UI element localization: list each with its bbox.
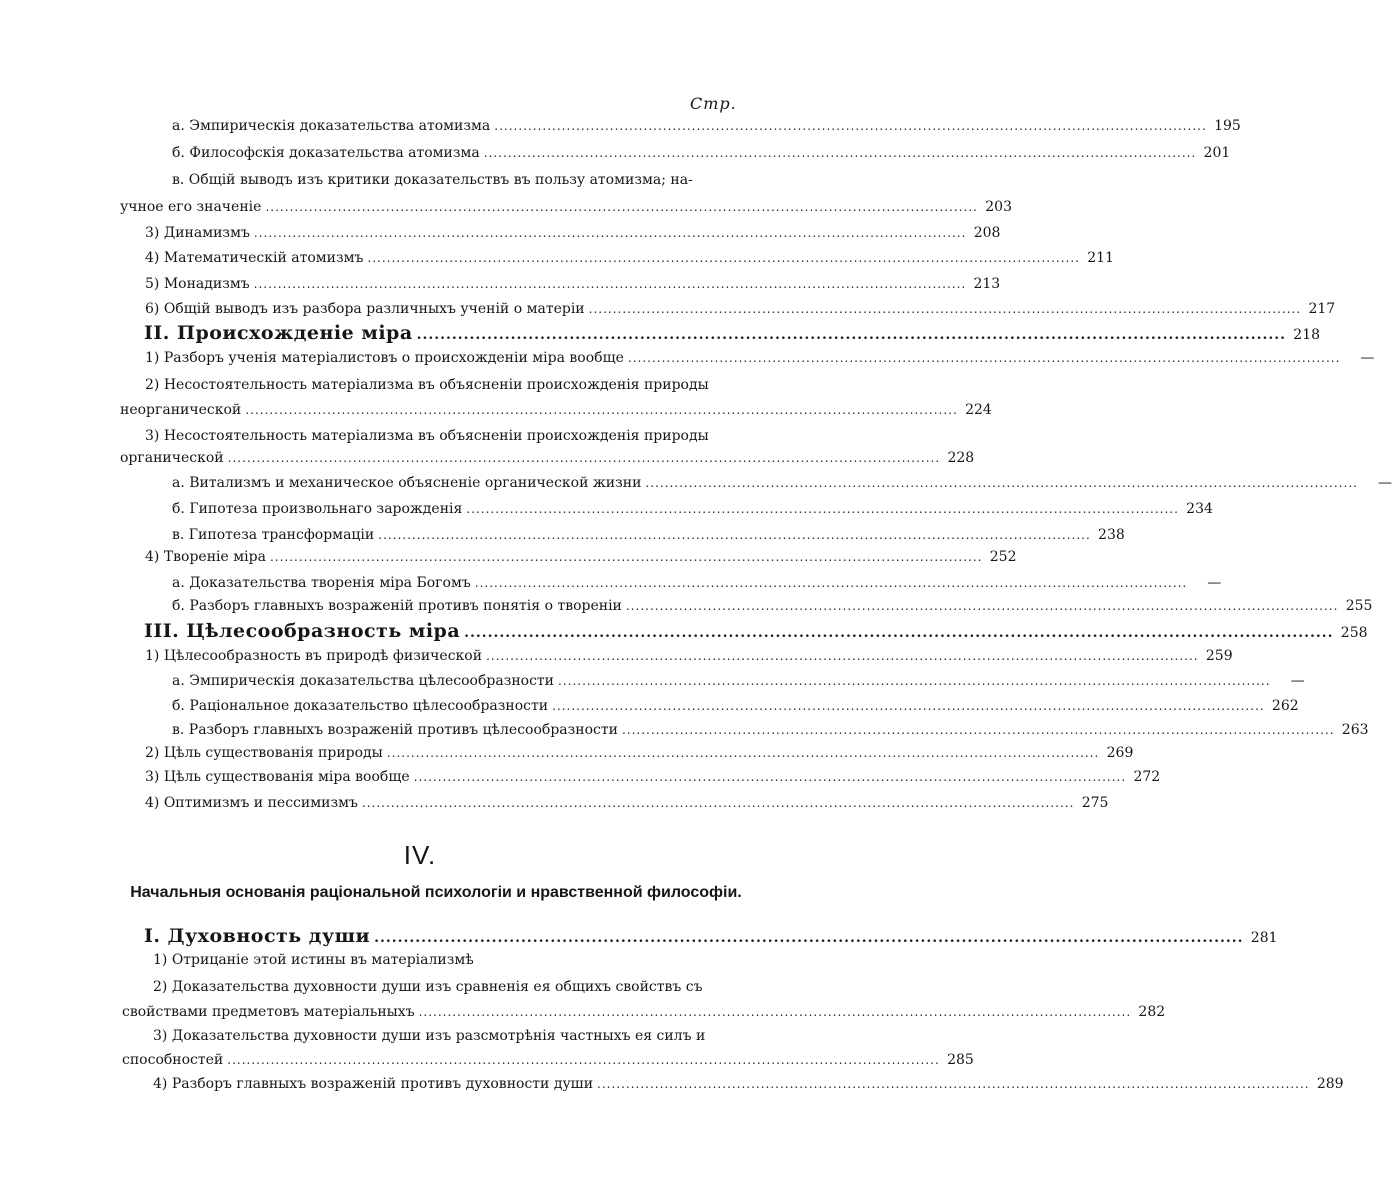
toc-entry bbox=[172, 698, 1299, 714]
toc-page-number: 255 bbox=[1345, 598, 1373, 614]
toc-entry-title: 2) Цѣль существованія природы bbox=[145, 745, 383, 761]
page-column-label: Стр. bbox=[690, 94, 737, 113]
toc-entry bbox=[172, 527, 1125, 543]
toc-entry bbox=[172, 501, 1213, 517]
toc-page-number: — bbox=[1377, 475, 1392, 491]
toc-page-number: 217 bbox=[1308, 301, 1336, 317]
toc-entry bbox=[172, 475, 1392, 491]
toc-page-number: 218 bbox=[1293, 327, 1321, 343]
toc-page-number: 208 bbox=[973, 225, 1001, 241]
toc-entry bbox=[145, 250, 1114, 266]
toc-entry bbox=[145, 276, 1001, 292]
toc-entry-title: 1) Разборъ ученія матеріалистовъ о происхожденіи міра вообще bbox=[145, 350, 624, 366]
toc-page-number: 289 bbox=[1316, 1076, 1344, 1092]
toc-entry-title: 4) Оптимизмъ и пессимизмъ bbox=[145, 795, 358, 811]
toc-entry bbox=[145, 769, 1161, 785]
toc-entry-title: 2) Несостоятельность матеріализма въ объясненіи происхожденія природы bbox=[145, 377, 709, 393]
toc-page-number: 275 bbox=[1081, 795, 1109, 811]
leader-dots: .................................................................................................................................................... bbox=[416, 327, 1287, 343]
toc-entry bbox=[120, 199, 1012, 215]
leader-dots: .................................................................................................................................................... bbox=[627, 351, 1341, 365]
toc-entry bbox=[145, 225, 1001, 241]
leader-dots: .................................................................................................................................................... bbox=[418, 1005, 1132, 1019]
toc-entry-title: б. Раціональное доказательство цѣлесообразности bbox=[172, 698, 549, 714]
toc-entry-title: 3) Доказательства духовности души изъ разсмотрѣнія частныхъ ея силъ и bbox=[153, 1028, 706, 1044]
leader-dots: .................................................................................................................................................... bbox=[474, 576, 1188, 590]
toc-entry-title: II. Происхожденіе міра bbox=[144, 322, 413, 344]
toc-entry-title: 1) Цѣлесообразность въ природѣ физической bbox=[145, 648, 483, 664]
leader-dots: .................................................................................................................................................... bbox=[464, 625, 1334, 641]
leader-dots: .................................................................................................................................................... bbox=[621, 723, 1335, 737]
toc-page-number: 285 bbox=[947, 1052, 974, 1068]
toc-entry-title: 4) Математическій атомизмъ bbox=[145, 250, 364, 266]
leader-dots: .................................................................................................................................................... bbox=[413, 770, 1127, 784]
toc-entry-title: неорганической bbox=[120, 402, 242, 418]
toc-page-number: 228 bbox=[947, 450, 975, 466]
leader-dots: .................................................................................................................................................... bbox=[367, 251, 1080, 265]
toc-section-heading bbox=[144, 322, 1321, 344]
toc-entry-title: 3) Цѣль существованія міра вообще bbox=[145, 769, 410, 785]
toc-entry-title: 5) Монадизмъ bbox=[145, 276, 250, 292]
toc-entry bbox=[145, 795, 1109, 811]
toc-entry-title: а. Витализмъ и механическое объясненіе органической жизни bbox=[172, 475, 642, 491]
leader-dots: .................................................................................................................................................... bbox=[374, 930, 1244, 946]
toc-entry bbox=[172, 118, 1241, 134]
leader-dots: .................................................................................................................................................... bbox=[552, 699, 1265, 713]
toc-page-number: 282 bbox=[1138, 1004, 1166, 1020]
leader-dots: .................................................................................................................................................... bbox=[494, 119, 1207, 133]
toc-entry-title: 6) Общій выводъ изъ разбора различныхъ ученій о матеріи bbox=[145, 301, 585, 317]
leader-dots: .................................................................................................................................................... bbox=[486, 649, 1199, 663]
toc-section-heading bbox=[144, 620, 1368, 642]
leader-dots: .................................................................................................................................................... bbox=[245, 403, 958, 417]
toc-entry-title: б. Разборъ главныхъ возраженій противъ понятія о твореніи bbox=[172, 598, 622, 614]
toc-page-number: 224 bbox=[965, 402, 992, 418]
toc-entry-title: 3) Динамизмъ bbox=[145, 225, 250, 241]
toc-entry-title: в. Гипотеза трансформаціи bbox=[172, 527, 375, 543]
toc-entry-title: а. Эмпирическія доказательства атомизма bbox=[172, 118, 491, 134]
toc-page-number: 195 bbox=[1214, 118, 1241, 134]
toc-entry bbox=[172, 145, 1231, 161]
toc-entry-title: в. Общій выводъ изъ критики доказательствъ въ пользу атомизма; на- bbox=[172, 172, 693, 188]
toc-page-number: 238 bbox=[1098, 527, 1125, 543]
toc-page-number: 272 bbox=[1133, 769, 1161, 785]
leader-dots: .................................................................................................................................................... bbox=[597, 1077, 1310, 1091]
toc-entry bbox=[145, 648, 1233, 664]
toc-entry-title: свойствами предметовъ матеріальныхъ bbox=[122, 1004, 415, 1020]
part-title: Начальныя основанія раціональной психологіи и нравственной философіи. bbox=[130, 884, 742, 901]
leader-dots: .................................................................................................................................................... bbox=[466, 502, 1179, 516]
toc-entry-title: б. Философскія доказательства атомизма bbox=[172, 145, 480, 161]
toc-page-number: 269 bbox=[1106, 745, 1134, 761]
toc-page-number: — bbox=[1360, 350, 1375, 366]
toc-entry bbox=[145, 745, 1134, 761]
toc-entry-title: органической bbox=[120, 450, 224, 466]
toc-entry-title: III. Цѣлесообразность міра bbox=[144, 620, 461, 642]
toc-entry-title: в. Разборъ главныхъ возраженій противъ цѣлесообразности bbox=[172, 722, 618, 738]
toc-page-number: 201 bbox=[1203, 145, 1231, 161]
leader-dots: .................................................................................................................................................... bbox=[588, 302, 1302, 316]
part-numeral: IV. bbox=[403, 840, 437, 870]
toc-page-number: 234 bbox=[1186, 501, 1213, 517]
toc-entry-title: 4) Разборъ главныхъ возраженій противъ духовности души bbox=[153, 1076, 594, 1092]
leader-dots: .................................................................................................................................................... bbox=[361, 796, 1075, 810]
toc-entry bbox=[120, 450, 975, 466]
toc-entry-title: 1) Отрицаніе этой истины въ матеріализмѣ bbox=[153, 952, 474, 968]
toc-entry bbox=[172, 598, 1373, 614]
toc-page-number: 281 bbox=[1250, 930, 1278, 946]
leader-dots: .................................................................................................................................................... bbox=[558, 674, 1271, 688]
toc-section-heading bbox=[144, 925, 1278, 947]
toc-entry-title: б. Гипотеза произвольнаго зарожденія bbox=[172, 501, 463, 517]
toc-page-number: 203 bbox=[985, 199, 1012, 215]
toc-entry bbox=[172, 575, 1222, 591]
toc-page-number: 258 bbox=[1340, 625, 1368, 641]
toc-entry bbox=[145, 350, 1375, 366]
leader-dots: .................................................................................................................................................... bbox=[625, 599, 1339, 613]
toc-entry-title: 4) Твореніе міра bbox=[145, 549, 266, 565]
toc-entry-title: 2) Доказательства духовности души изъ сравненія ея общихъ свойствъ съ bbox=[153, 979, 703, 995]
toc-entry-title: I. Духовность души bbox=[144, 925, 371, 947]
toc-page-number: 213 bbox=[973, 276, 1001, 292]
leader-dots: .................................................................................................................................................... bbox=[227, 1053, 940, 1067]
toc-page-number: 262 bbox=[1271, 698, 1299, 714]
toc-entry-title: учное его значеніе bbox=[120, 199, 262, 215]
leader-dots: .................................................................................................................................................... bbox=[645, 476, 1358, 490]
toc-entry bbox=[122, 1052, 974, 1068]
leader-dots: .................................................................................................................................................... bbox=[227, 451, 941, 465]
toc-entry bbox=[172, 722, 1369, 738]
toc-page-number: — bbox=[1290, 673, 1305, 689]
toc-page-number: 263 bbox=[1341, 722, 1369, 738]
toc-entry bbox=[145, 301, 1336, 317]
leader-dots: .................................................................................................................................................... bbox=[483, 146, 1197, 160]
leader-dots: .................................................................................................................................................... bbox=[386, 746, 1100, 760]
toc-entry bbox=[172, 673, 1305, 689]
leader-dots: .................................................................................................................................................... bbox=[265, 200, 978, 214]
toc-entry bbox=[122, 1004, 1166, 1020]
toc-page-number: 259 bbox=[1205, 648, 1233, 664]
toc-page-number: — bbox=[1207, 575, 1222, 591]
toc-entry bbox=[145, 549, 1017, 565]
toc-page-number: 252 bbox=[989, 549, 1017, 565]
toc-entry-title: способностей bbox=[122, 1052, 224, 1068]
leader-dots: .................................................................................................................................................... bbox=[378, 528, 1091, 542]
toc-entry bbox=[120, 402, 992, 418]
leader-dots: .................................................................................................................................................... bbox=[253, 277, 967, 291]
toc-entry bbox=[153, 1076, 1344, 1092]
toc-page-number: 211 bbox=[1087, 250, 1114, 266]
toc-entry-title: а. Эмпирическія доказательства цѣлесообразности bbox=[172, 673, 555, 689]
leader-dots: .................................................................................................................................................... bbox=[269, 550, 983, 564]
toc-entry-title: а. Доказательства творенія міра Богомъ bbox=[172, 575, 471, 591]
toc-entry-title: 3) Несостоятельность матеріализма въ объясненіи происхожденія природы bbox=[145, 428, 709, 444]
leader-dots: .................................................................................................................................................... bbox=[253, 226, 967, 240]
